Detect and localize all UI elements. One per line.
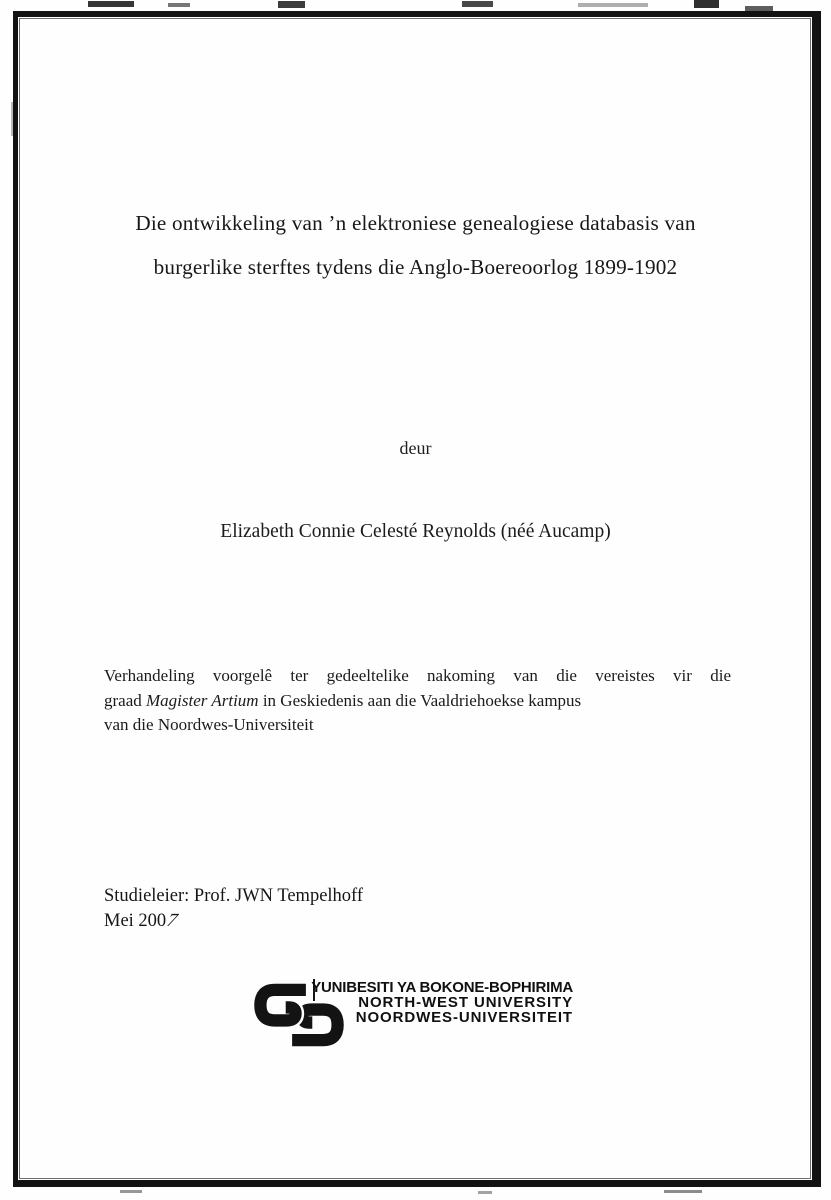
scan-artifact: [168, 3, 190, 7]
scan-artifact: [664, 1190, 702, 1193]
thesis-statement: [104, 664, 731, 738]
statement-line-2-suffix: in Geskiedenis aan die Vaaldriehoekse kampus: [258, 690, 582, 710]
degree-name-italic: Magister Artium: [146, 690, 259, 710]
statement-line-3: van die Noordwes-Universiteit: [104, 715, 314, 734]
date-last-digit: 7: [162, 911, 182, 931]
scan-artifact: [462, 1, 493, 7]
scan-artifact: [278, 1, 305, 8]
supervisor-line: Studieleier: Prof. JWN Tempelhoff: [104, 886, 364, 906]
logo-text-line-3: NOORDWES-UNIVERSITEIT: [355, 1008, 573, 1026]
statement-line-2: [104, 689, 731, 714]
scan-artifact: [578, 3, 648, 7]
scan-artifact: [694, 0, 719, 8]
scan-artifact: [88, 1, 134, 7]
statement-line-1: Verhandeling voorgelê ter gedeeltelike nakoming van die vereistes vir die: [104, 666, 731, 685]
byline-deur: deur: [399, 438, 432, 458]
title-line-1: Die ontwikkeling van ’n elektroniese genealogiese databasis van: [135, 211, 696, 235]
author-name: Elizabeth Connie Celesté Reynolds (néé Aucamp): [220, 521, 611, 542]
date-prefix: Mei 200: [104, 911, 167, 931]
logo-text-block: [311, 981, 573, 1025]
scan-artifact: [478, 1191, 492, 1194]
scan-artifact: [120, 1190, 142, 1193]
date-line: [104, 911, 182, 932]
statement-line-2-prefix: graad: [104, 690, 147, 710]
title-line-2: burgerlike sterftes tydens die Anglo-Boereoorlog 1899-1902: [153, 255, 678, 279]
logo-text-line-2: NORTH-WEST UNIVERSITY: [358, 993, 573, 1011]
logo-text-line-1: YUNIBESITI YA BOKONE-BOPHIRIMA: [311, 979, 573, 996]
